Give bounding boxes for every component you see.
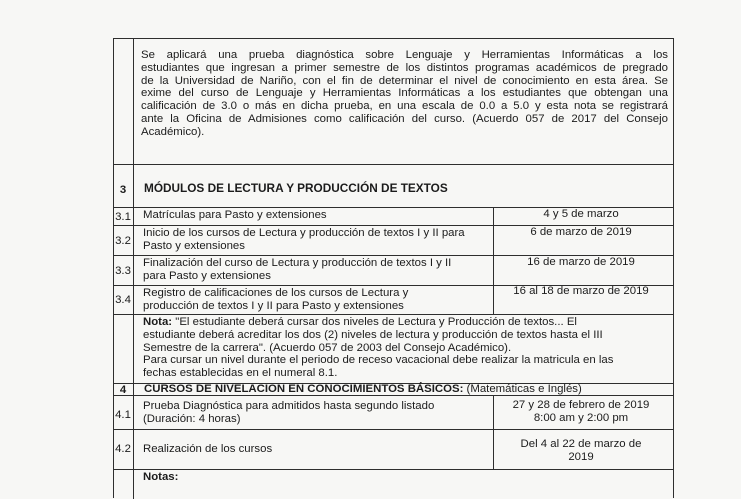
- row-description: para Pasto y extensiones: [143, 270, 271, 282]
- row-number: 3.3: [115, 265, 131, 277]
- intro-line: ante la Oficina de Admisiones como calificación del curso. (Acuerdo 057 de 2017 del Consejo: [141, 112, 668, 125]
- row-description: Matrículas para Pasto y extensiones: [143, 209, 327, 221]
- intro-line: Académico).: [141, 125, 205, 138]
- section-title-suffix: (Matemáticas e Inglés): [463, 383, 582, 395]
- section-title: [144, 383, 582, 396]
- row-divider: [114, 429, 673, 430]
- schedule-table: [113, 38, 674, 498]
- intro-line: calificación de 3.0 o más en dicha prueba, en una escala de 0.0 a 5.0 y esta nota se registrará: [141, 100, 668, 113]
- section-title-bold: CURSOS DE NIVELACION EN CONOCIMIENTOS BÁSICOS:: [144, 383, 464, 395]
- note-label: Nota:: [143, 316, 173, 328]
- note-line: [143, 316, 669, 329]
- note-line: Para cursar un nivel durante el periodo de receso vacacional debe realizar la matricula en las: [143, 354, 614, 367]
- row-description: Pasto y extensiones: [143, 240, 245, 252]
- date-column-divider: [493, 207, 494, 314]
- section-note: [143, 316, 669, 380]
- intro-line: estudiantes que ingresan a primer semestre de los distintos programas académicos de pregrado: [141, 61, 668, 74]
- row-description: producción de textos I y II para Pasto y extensiones: [143, 300, 404, 312]
- intro-line: exime del curso de Lenguaje y Herramientas Informáticas a los estudiantes que obtengan una: [141, 87, 668, 100]
- row-divider: [114, 164, 673, 165]
- row-date: Del 4 al 22 de marzo de: [520, 438, 642, 450]
- notes-label: Notas:: [143, 471, 179, 483]
- row-date: 6 de marzo de 2019: [530, 226, 632, 238]
- note-line: Semestre de la carrera". (Acuerdo 057 de 2003 del Consejo Académico).: [143, 341, 512, 354]
- row-date: 4 y 5 de marzo: [543, 208, 619, 220]
- row-description: Finalización del curso de Lectura y producción de textos I y II: [143, 257, 452, 269]
- intro-line: Se aplicará una prueba diagnóstica sobre Lenguaje y Herramientas Informáticas a los: [141, 49, 668, 61]
- row-divider: [114, 469, 673, 470]
- row-date: 8:00 am y 2:00 pm: [533, 412, 629, 424]
- row-date: 27 y 28 de febrero de 2019: [512, 399, 650, 411]
- row-date: 16 de marzo de 2019: [527, 256, 635, 268]
- row-description: Prueba Diagnóstica para admitidos hasta segundo listado: [143, 400, 435, 412]
- section-number: 3: [119, 184, 127, 196]
- row-number: 4.2: [115, 443, 131, 455]
- intro-line: de la Universidad de Nariño, con el fin de determinar el nivel de conocimiento en esta área. Se: [141, 74, 668, 87]
- row-description: (Duración: 4 horas): [143, 413, 241, 425]
- note-text: "El estudiante deberá cursar dos niveles de Lectura y Producción de textos... El: [172, 316, 577, 328]
- note-line: estudiante deberá acreditar los dos (2) niveles de lectura y producción de textos hasta el III: [143, 328, 603, 341]
- row-number: 3.4: [115, 294, 131, 306]
- row-description: Realización de los cursos: [143, 443, 273, 455]
- row-description: Inicio de los cursos de Lectura y producción de textos I y II para: [143, 227, 465, 239]
- note-line: fechas establecidas en el numeral 8.1.: [143, 367, 338, 380]
- row-number: 4.1: [115, 409, 131, 421]
- date-column-divider: [493, 395, 494, 469]
- row-date: 2019: [568, 451, 594, 463]
- row-date: 16 al 18 de marzo de 2019: [513, 285, 649, 297]
- row-number: 3.2: [115, 235, 131, 247]
- row-number: 3.1: [115, 211, 131, 223]
- row-description: Registro de calificaciones de los cursos de Lectura y: [143, 287, 409, 299]
- section-number: 4: [119, 384, 127, 396]
- intro-paragraph: [141, 49, 668, 139]
- section-title: MÓDULOS DE LECTURA Y PRODUCCIÓN DE TEXTOS: [144, 181, 448, 195]
- row-divider: [114, 314, 673, 315]
